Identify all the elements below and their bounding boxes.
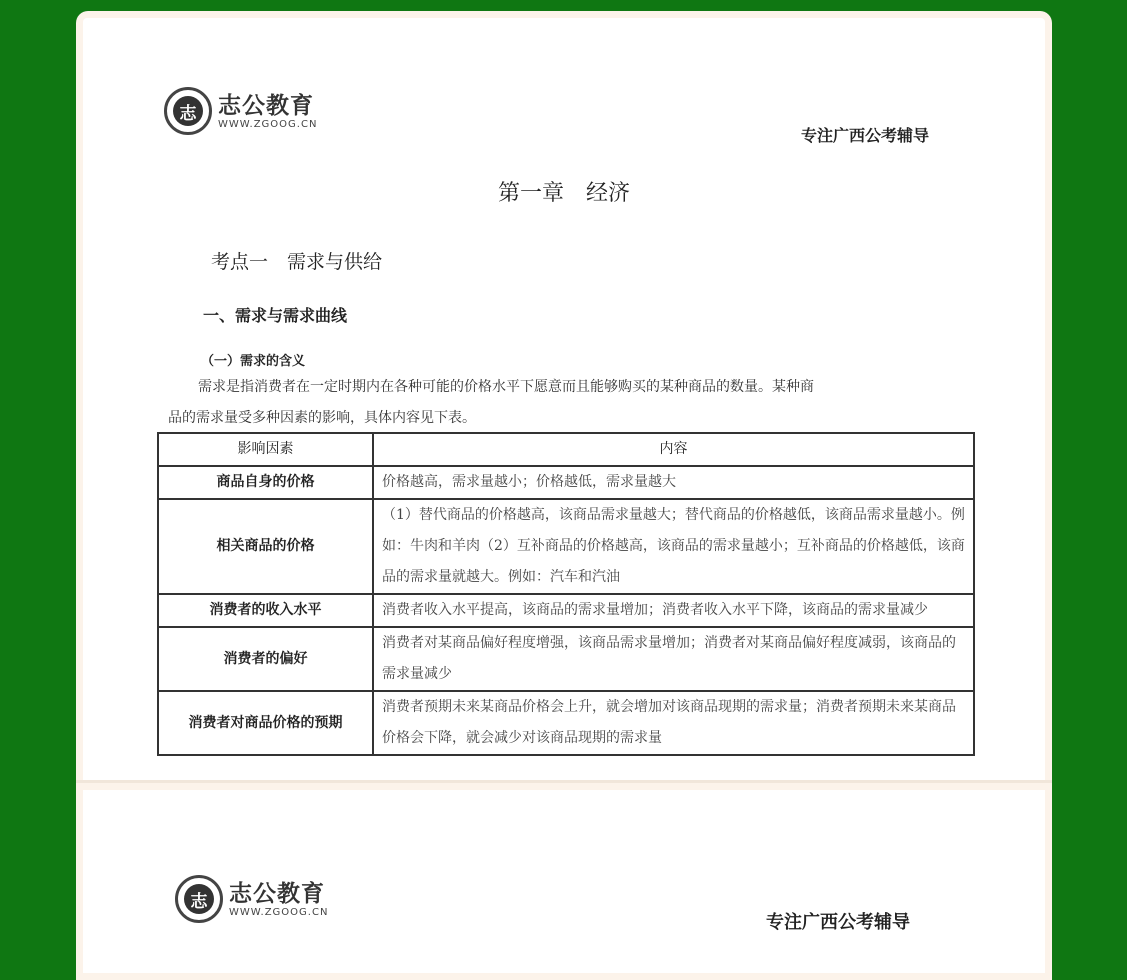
subsection-title: 一、需求与需求曲线 xyxy=(203,306,348,325)
sub-subsection-title: （一）需求的含义 xyxy=(201,354,306,369)
section-title: 考点一 需求与供给 xyxy=(211,251,383,273)
header-factor: 影响因素 xyxy=(158,433,373,466)
brand-url: WWW.ZGOOG.CN xyxy=(218,118,318,130)
table-row xyxy=(158,627,974,691)
factor-cell: 消费者的偏好 xyxy=(158,627,373,691)
content-cell: 价格越高，需求量越小；价格越低，需求量越大 xyxy=(373,466,974,499)
table-header-row xyxy=(158,433,974,466)
factor-cell: 消费者对商品价格的预期 xyxy=(158,691,373,755)
slogan: 专注广西公考辅导 xyxy=(766,912,910,933)
table-row xyxy=(158,594,974,627)
demand-factors-table xyxy=(157,432,975,756)
table-row xyxy=(158,466,974,499)
brand-name: 志公教育 xyxy=(218,92,314,119)
slogan: 专注广西公考辅导 xyxy=(801,126,930,145)
seal-icon: 志 xyxy=(164,87,212,135)
document-page-2 xyxy=(76,780,1052,980)
brand-logo xyxy=(164,87,317,135)
factor-cell: 相关商品的价格 xyxy=(158,499,373,594)
paragraph-line-1: 需求是指消费者在一定时期内在各种可能的价格水平下愿意而且能够购买的某种商品的数量。某种商 xyxy=(198,379,814,395)
content-cell: （1）替代商品的价格越高，该商品需求量越大；替代商品的价格越低，该商品需求量越小。例如：牛肉和羊肉（2）互补商品的价格越高，该商品的需求量越小；互补商品的价格越低，该商品的需求量就越大。例如：汽车和汽油 xyxy=(373,499,974,594)
seal-icon: 志 xyxy=(175,875,223,923)
content-cell: 消费者收入水平提高，该商品的需求量增加；消费者收入水平下降，该商品的需求量减少 xyxy=(373,594,974,627)
table-row xyxy=(158,499,974,594)
paragraph-line-2: 品的需求量受多种因素的影响，具体内容见下表。 xyxy=(168,410,476,426)
table-row xyxy=(158,691,974,755)
brand-name: 志公教育 xyxy=(229,880,325,907)
chapter-title: 第一章 经济 xyxy=(497,181,630,206)
brand-url: WWW.ZGOOG.CN xyxy=(229,906,329,918)
factor-cell: 商品自身的价格 xyxy=(158,466,373,499)
document-page-1 xyxy=(76,11,1052,801)
factor-cell: 消费者的收入水平 xyxy=(158,594,373,627)
content-cell: 消费者预期未来某商品价格会上升，就会增加对该商品现期的需求量；消费者预期未来某商品价格会下降，就会减少对该商品现期的需求量 xyxy=(373,691,974,755)
brand-logo xyxy=(175,875,328,923)
header-content: 内容 xyxy=(373,433,974,466)
content-cell: 消费者对某商品偏好程度增强，该商品需求量增加；消费者对某商品偏好程度减弱，该商品的需求量减少 xyxy=(373,627,974,691)
